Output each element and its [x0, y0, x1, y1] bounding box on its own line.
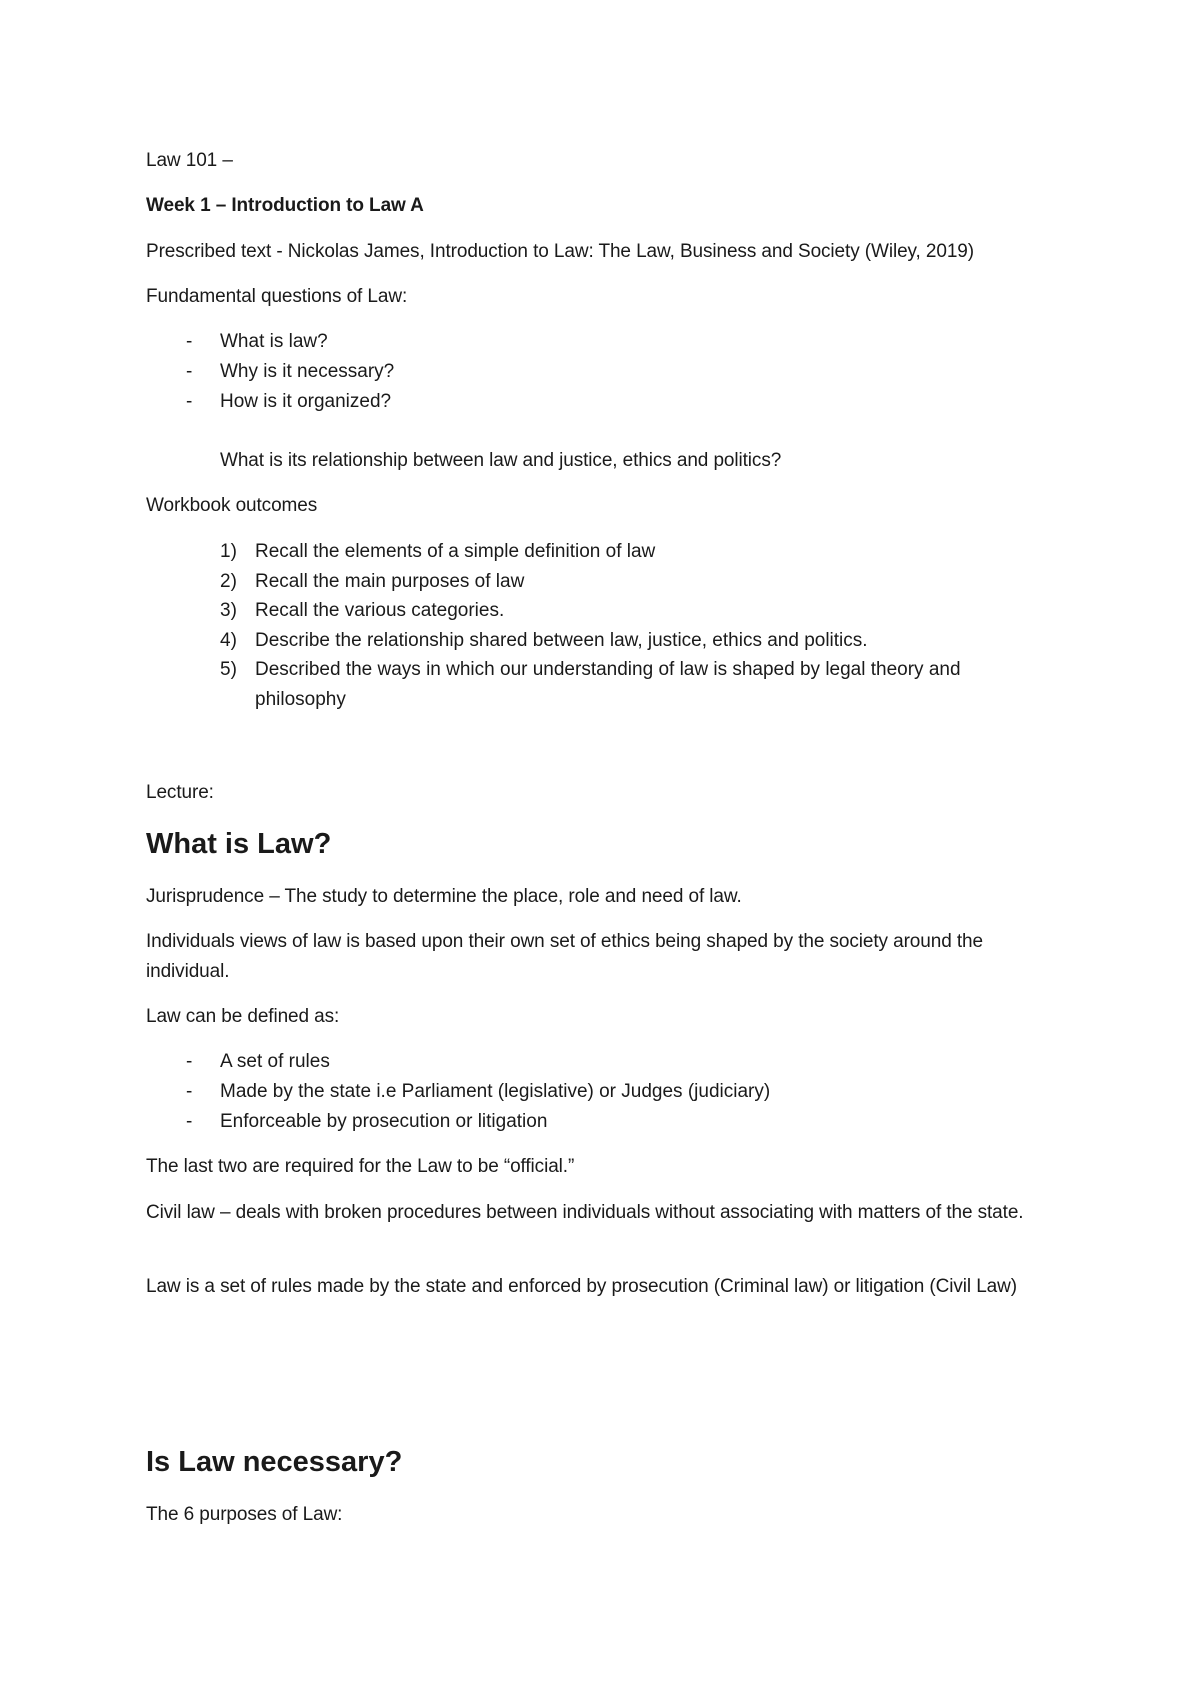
definition-label: Law can be defined as: [146, 1006, 340, 1027]
list-item-text: What is law? [220, 331, 328, 352]
summary-paragraph: Law is a set of rules made by the state and enforced by prosecution (Criminal law) or litigation (Civil Law) [146, 1276, 1017, 1297]
list-marker: 3) [220, 600, 237, 621]
list-item-text: Recall the main purposes of law [255, 571, 525, 592]
list-item-text: Why is it necessary? [220, 361, 395, 382]
list-marker: - [186, 361, 193, 382]
list-marker: - [186, 1081, 193, 1102]
week-title: Week 1 – Introduction to Law A [146, 195, 424, 216]
relationship-question: What is its relationship between law and justice, ethics and politics? [220, 450, 782, 471]
list-item-text: Recall the elements of a simple definition of law [255, 541, 656, 562]
course-title: Law 101 – [146, 150, 233, 171]
last-two-paragraph: The last two are required for the Law to be “official.” [146, 1156, 575, 1177]
list-item-text: Describe the relationship shared between law, justice, ethics and politics. [255, 630, 868, 651]
list-item-text: Enforceable by prosecution or litigation [220, 1111, 548, 1132]
list-marker: - [186, 1111, 193, 1132]
fundamental-questions-label: Fundamental questions of Law: [146, 286, 408, 307]
list-item-text: Described the ways in which our understanding of law is shaped by legal theory and philosophy [255, 659, 961, 710]
prescribed-text: Prescribed text - Nickolas James, Introduction to Law: The Law, Business and Society (Wiley, 2019) [146, 241, 974, 262]
list-item-text: Recall the various categories. [255, 600, 505, 621]
list-marker: 2) [220, 571, 237, 592]
list-item-text: How is it organized? [220, 391, 392, 412]
list-marker: - [186, 1051, 193, 1072]
list-item-text: Made by the state i.e Parliament (legislative) or Judges (judiciary) [220, 1081, 771, 1102]
workbook-outcomes-label: Workbook outcomes [146, 495, 318, 516]
jurisprudence-paragraph: Jurisprudence – The study to determine the place, role and need of law. [146, 886, 742, 907]
list-marker: 4) [220, 630, 237, 651]
individuals-paragraph: Individuals views of law is based upon their own set of ethics being shaped by the society around the individual. [146, 931, 983, 982]
list-marker: 5) [220, 659, 237, 680]
section-heading: What is Law? [146, 828, 332, 860]
list-item-text: A set of rules [220, 1051, 330, 1072]
civil-law-paragraph: Civil law – deals with broken procedures between individuals without associating with matters of the state. [146, 1202, 1024, 1223]
lecture-label: Lecture: [146, 782, 214, 803]
list-marker: - [186, 391, 193, 412]
list-marker: - [186, 331, 193, 352]
purposes-label: The 6 purposes of Law: [146, 1504, 343, 1525]
list-marker: 1) [220, 541, 237, 562]
section-heading: Is Law necessary? [146, 1446, 403, 1478]
